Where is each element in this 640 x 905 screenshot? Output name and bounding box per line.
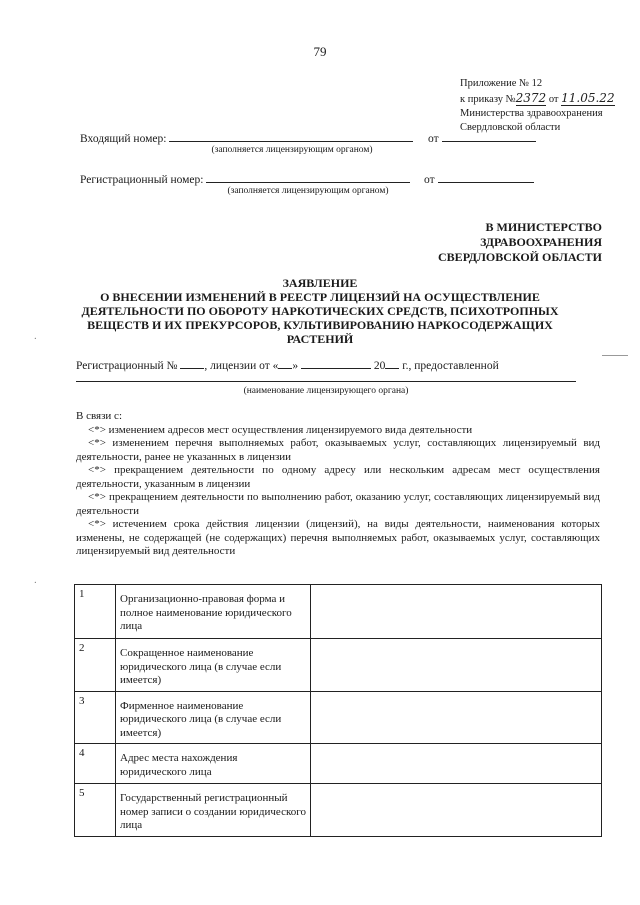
reason-item-3[interactable]: <*> прекращением деятельности по одному адресу или нескольким адресам мест осуществления деятельности, указанным в лицензии [76,464,600,490]
organization-info-table [74,584,602,837]
registration-number-row [80,171,410,186]
table-row [75,639,602,692]
registration-number-label: Регистрационный номер: [80,174,204,186]
row-label: Государственный регистрационный номер записи о создании юридического лица [116,784,311,837]
row-value-field[interactable] [311,691,602,744]
reasons-block [76,410,600,559]
registration-date-row [424,171,534,186]
title-line-3: ДЕЯТЕЛЬНОСТИ ПО ОБОРОТУ НАРКОТИЧЕСКИХ СРЕДСТВ, ПСИХОТРОПНЫХ [81,304,559,318]
row-value-field[interactable] [311,784,602,837]
appendix-order-prefix: к приказу № [460,94,516,105]
margin-dash [602,355,628,356]
margin-mark-1: . [34,330,37,342]
incoming-number-field[interactable] [169,130,413,142]
registration-number-hint: (заполняется лицензирующим органом) [227,186,389,196]
license-date-label: , лицензии от « [204,360,279,372]
row-label: Организационно-правовая форма и полное наименование юридического лица [116,585,311,639]
reason-item-2[interactable]: <*> изменением перечня выполняемых работ, оказываемых услуг, составляющих лицензируемый вид деятельности, ранее не указанных в лицензии [76,437,600,463]
row-number: 5 [75,784,116,837]
reason-item-1[interactable]: <*> изменением адресов мест осуществления лицензируемого вида деятельности [88,423,473,436]
licensing-authority-hint: (наименование лицензирующего органа) [243,386,409,396]
row-label: Фирменное наименование юридического лица (в случае если имеется) [116,691,311,744]
registration-number-field[interactable] [206,171,410,183]
reason-item-5[interactable]: <*> истечением срока действия лицензии (лицензий), на виды деятельности, наименования которых изменены, не содержащей (не содержащих) перечня выполняемых работ, оказываемых услуг, составляющих лицензируемый вид деятельности [76,518,600,557]
table-row [75,585,602,639]
title-line-5: РАСТЕНИЙ [286,332,354,346]
registration-date-field[interactable] [438,171,534,183]
row-label: Адрес места нахождения юридического лица [116,744,311,784]
table-row [75,691,602,744]
row-number: 3 [75,691,116,744]
row-value-field[interactable] [311,639,602,692]
page-number: 79 [313,44,327,59]
registration-from-label: от [424,174,435,186]
document-title [60,276,580,346]
row-label: Сокращенное наименование юридического лица (в случае если имеется) [116,639,311,692]
incoming-from-label: от [428,133,439,145]
license-reg-label: Регистрационный № [76,360,178,372]
table-row [75,744,602,784]
license-reg-number-field[interactable] [180,357,204,369]
table-row [75,784,602,837]
row-number: 1 [75,585,116,639]
appendix-line-4: Свердловской области [460,122,561,133]
incoming-number-hint: (заполняется лицензирующим органом) [211,145,373,155]
row-value-field[interactable] [311,585,602,639]
appendix-order-from: от [548,94,559,105]
row-value-field[interactable] [311,744,602,784]
title-line-4: ВЕЩЕСТВ И ИХ ПРЕКУРСОРОВ, КУЛЬТИВИРОВАНИЮ НАРКОСОДЕРЖАЩИХ [87,318,553,332]
license-year-label: 20 [373,360,386,372]
margin-mark-2: . [34,574,37,586]
appendix-line-2 [460,91,630,107]
order-number-handwritten: 2372 [515,91,547,105]
incoming-date-field[interactable] [442,130,536,142]
order-date-handwritten: 11.05.22 [561,91,615,105]
license-year-field[interactable] [385,357,399,369]
addressee-line-2: ЗДРАВООХРАНЕНИЯ [480,235,602,249]
license-granted-label: г., предоставленной [402,360,499,372]
appendix-line-1: Приложение № 12 [460,78,543,89]
incoming-number-row [80,130,413,145]
addressee-line-3: СВЕРДЛОВСКОЙ ОБЛАСТИ [438,250,602,264]
reasons-intro: В связи с: [76,410,122,422]
title-line-1: ЗАЯВЛЕНИЕ [282,276,358,290]
incoming-number-label: Входящий номер: [80,133,167,145]
row-number: 4 [75,744,116,784]
license-month-field[interactable] [301,357,371,369]
addressee [438,220,602,265]
incoming-date-row [428,130,536,145]
license-day-field[interactable] [278,357,292,369]
row-number: 2 [75,639,116,692]
reason-item-4[interactable]: <*> прекращением деятельности по выполнению работ, оказанию услуг, составляющих лицензируемый вид деятельности [76,491,600,517]
licensing-authority-field[interactable] [76,381,576,382]
title-line-2: О ВНЕСЕНИИ ИЗМЕНЕНИЙ В РЕЕСТР ЛИЦЕНЗИЙ НА ОСУЩЕСТВЛЕНИЕ [100,290,540,304]
addressee-line-1: В МИНИСТЕРСТВО [485,220,602,234]
appendix-line-3: Министерства здравоохранения [460,108,603,119]
license-line [76,357,499,372]
appendix-block [460,77,630,135]
license-date-close: » [292,360,299,372]
